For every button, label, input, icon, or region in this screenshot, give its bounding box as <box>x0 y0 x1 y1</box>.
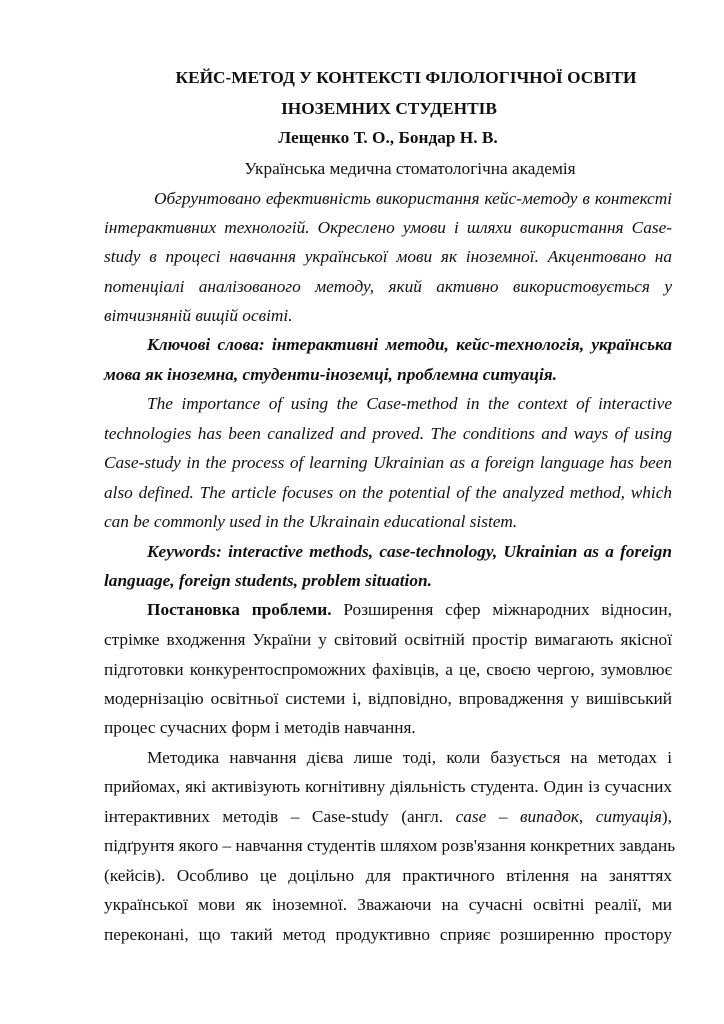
body-text-line: Методика навчання дієва лише тоді, коли базується на методах і <box>147 748 672 767</box>
body-text-line: стрімке входження України у світовий освітній простір вимагають якісної <box>104 630 672 649</box>
body-text-segment: інтерактивних методів – Case-study (англ. <box>104 807 456 826</box>
abstract-en-line: The importance of using the Case-method in the context of interactive <box>147 394 672 413</box>
body-text-line: підґрунтя якого – навчання студентів шляхом розв'язання конкретних завдань <box>104 836 676 855</box>
abstract-ua-line: study в процесі навчання української мови як іноземної. Акцентовано на <box>104 247 672 266</box>
body-text-line: підготовки конкурентоспроможних фахівців, а це, своєю чергою, зумовлює <box>104 660 672 679</box>
keywords-en-line: Keywords: interactive methods, case-technology, Ukrainian as a foreign <box>147 542 672 561</box>
body-text-line: української мови як іноземної. Зважаючи на сучасні освітні реалії, ми <box>104 895 672 914</box>
section-heading: Постановка проблеми. <box>147 600 332 619</box>
abstract-en-line: can be commonly used in the Ukrainain educational sistem. <box>104 512 518 531</box>
body-text-segment: ), <box>661 807 672 826</box>
authors: Лещенко Т. О., Бондар Н. В. <box>278 128 498 147</box>
section-1-first-line <box>147 601 672 618</box>
abstract-ua-line: Обгрунтовано ефективність використання кейс-методу в контексті <box>154 189 672 208</box>
article-title-line-1: КЕЙС-МЕТОД У КОНТЕКСТІ ФІЛОЛОГІЧНОЇ ОСВІТИ <box>175 68 637 87</box>
body-text-line: переконані, що такий метод продуктивно сприяє розширенню простору <box>104 925 672 944</box>
body-text-line: прийомах, які активізують когнітивну діяльність студента. Один із сучасних <box>104 777 672 796</box>
section-1-text: Розширення сфер міжнародних відносин, <box>343 600 672 619</box>
abstract-en-line: Case-study in the process of learning Ukrainian as a foreign language has been <box>104 453 672 472</box>
keywords-en-line: language, foreign students, problem situation. <box>104 571 432 590</box>
abstract-en-line: also defined. The article focuses on the potential of the analyzed method, which <box>104 483 672 502</box>
body-text-line: (кейсів). Особливо це доцільно для практичного втілення на заняттях <box>104 866 672 885</box>
affiliation: Українська медична стоматологічна академія <box>244 159 576 178</box>
keywords-ua-line: мова як іноземна, студенти-іноземці, проблемна ситуація. <box>104 365 557 384</box>
body-text-line <box>104 808 672 825</box>
body-text-line: модернізацію освітньої системи і, відповідно, впровадження у вишівський <box>104 689 672 708</box>
body-text-line: процес сучасних форм і методів навчання. <box>104 718 416 737</box>
keywords-ua-line: Ключові слова: інтерактивні методи, кейс-технологія, українська <box>147 335 672 354</box>
abstract-ua-line: інтерактивних технологій. Окреслено умови і шляхи використання Case- <box>104 218 672 237</box>
abstract-ua-line: вітчизняній вищій освіті. <box>104 306 293 325</box>
abstract-en-line: technologies has been canalized and proved. The conditions and ways of using <box>104 424 672 443</box>
italic-term: case – випадок, ситуація <box>455 807 662 826</box>
article-title-line-2: ІНОЗЕМНИХ СТУДЕНТІВ <box>281 99 497 118</box>
abstract-ua-line: потенціалі аналізованого методу, який активно використовується у <box>104 277 672 296</box>
